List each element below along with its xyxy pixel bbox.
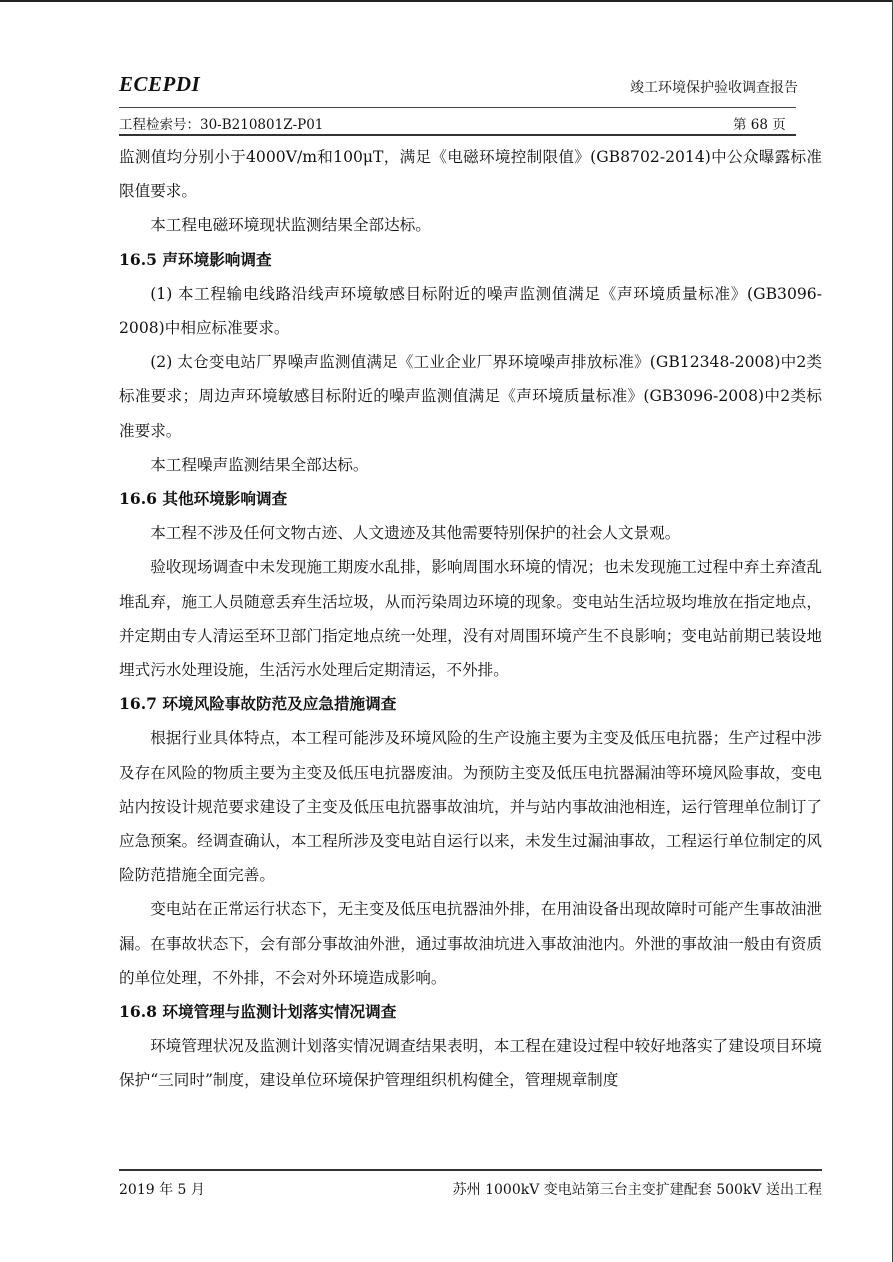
paragraph: 变电站在正常运行状态下，无主变及低压电抗器油外排，在用油设备出现故障时可能产生事故油泄漏。在事故状态下，会有部分事故油外泄，通过事故油坑进入事故油池内。外泄的事故油一般由有资质的单位处理，不外排，不会对外环境造成影响。 bbox=[119, 900, 822, 987]
paragraph: 环境管理状况及监测计划落实情况调查结果表明，本工程在建设过程中较好地落实了建设项目环境保护“三同时”制度，建设单位环境保护管理组织机构健全，管理规章制度 bbox=[119, 1037, 822, 1090]
page-top-border bbox=[0, 0, 893, 2]
project-search-number: 工程检索号：30-B210801Z-P01 bbox=[119, 117, 324, 133]
paragraph: 本工程噪声监测结果全部达标。 bbox=[150, 455, 369, 474]
paragraph: 本工程不涉及任何文物古迹、人文遗迹及其他需要特别保护的社会人文景观。 bbox=[150, 524, 681, 543]
section-heading-16-6: 16.6 其他环境影响调查 bbox=[119, 489, 288, 509]
footer-project-name: 苏州 1000kV 变电站第三台主变扩建配套 500kV 送出工程 bbox=[452, 1182, 822, 1198]
company-logo-text: ECEPDI bbox=[119, 72, 201, 96]
paragraph: 验收现场调查中未发现施工期废水乱排，影响周围水环境的情况；也未发现施工过程中弃土弃渣乱堆乱弃，施工人员随意丢弃生活垃圾，从而污染周边环境的现象。变电站生活垃圾均堆放在指定地点，并定期由专人清运至环卫部门指定地点统一处理，没有对周围环境产生不良影响；变电站前期已装设地埋式污水处理设施，生活污水处理后定期清运，不外排。 bbox=[119, 558, 822, 680]
paragraph: 监测值均分别小于4000V/m和100μT，满足《电磁环境控制限值》(GB8702-2014)中公众曝露标准限值要求。 bbox=[119, 148, 822, 201]
paragraph: 根据行业具体特点，本工程可能涉及环境风险的生产设施主要为主变及低压电抗器；生产过程中涉及存在风险的物质主要为主变及低压电抗器废油。为预防主变及低压电抗器漏油等环境风险事故，变电站内按设计规范要求建设了主变及低压电抗器事故油坑，并与站内事故油池相连，运行管理单位制订了应急预案。经调查确认，本工程所涉及变电站自运行以来，未发生过漏油事故，工程运行单位制定的风险防范措施全面完善。 bbox=[119, 729, 822, 885]
section-heading-16-7: 16.7 环境风险事故防范及应急措施调查 bbox=[119, 694, 397, 714]
header-divider-thin bbox=[119, 107, 796, 108]
section-heading-16-8: 16.8 环境管理与监测计划落实情况调查 bbox=[119, 1002, 397, 1022]
header-divider bbox=[119, 134, 796, 136]
document-body bbox=[119, 140, 822, 1098]
report-title: 竣工环境保护验收调查报告 bbox=[630, 80, 798, 96]
section-heading-16-5: 16.5 声环境影响调查 bbox=[119, 249, 272, 269]
footer-date: 2019 年 5 月 bbox=[119, 1182, 205, 1198]
paragraph: (2) 太仓变电站厂界噪声监测值满足《工业企业厂界环境噪声排放标准》(GB12348-2008)中2类标准要求；周边声环境敏感目标附近的噪声监测值满足《声环境质量标准》(GB3096-2008)中2类标准要求。 bbox=[119, 353, 822, 440]
paragraph: (1) 本工程输电线路沿线声环境敏感目标附近的噪声监测值满足《声环境质量标准》(GB3096-2008)中相应标准要求。 bbox=[119, 284, 822, 338]
paragraph: 本工程电磁环境现状监测结果全部达标。 bbox=[150, 216, 431, 235]
footer-divider bbox=[119, 1169, 822, 1171]
page-number: 第 68 页 bbox=[733, 117, 786, 133]
